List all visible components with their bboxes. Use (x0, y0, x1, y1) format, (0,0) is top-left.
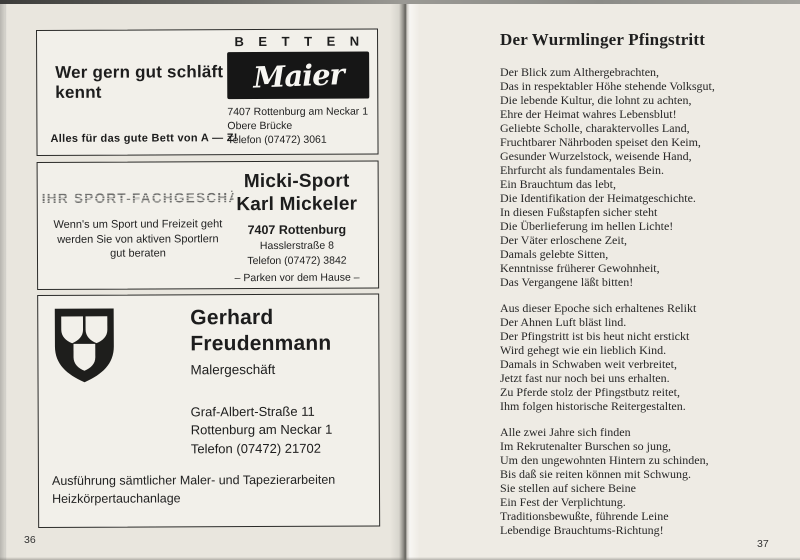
parking-note: – Parken vor dem Hause – (234, 271, 360, 284)
scan-edge-left (0, 0, 7, 560)
brand-word: B E T T E N (234, 33, 365, 50)
poem-line: Traditionsbewußte, führende Leine (500, 509, 669, 523)
poem-line: Die Überlieferung im hellen Lichte! (500, 219, 674, 233)
poem-title: Der Wurmlinger Pfingstritt (500, 30, 706, 49)
poem-line: Ehrfurcht als fundamentales Bein. (500, 163, 664, 177)
business-name-line2: Freudenmann (190, 331, 332, 356)
maier-script-text: Maier (252, 56, 345, 95)
maier-logo (227, 52, 369, 100)
advertisement-column (36, 29, 380, 528)
poem-line: Der Ahnen Luft bläst lind. (500, 315, 627, 329)
poem-line: Der Blick zum Althergebrachten, (500, 65, 660, 79)
poem-stanza-3 (500, 425, 715, 537)
poem-line: Bis daß sie reiten können mit Schwung. (500, 467, 691, 481)
poem-line: Damals in Schwaben weit verbreitet, (500, 357, 677, 371)
poem-line: Im Rekrutenalter Burschen so jung, (500, 439, 671, 453)
poem-line: Fruchtbarer Nährboden speiset den Keim, (500, 135, 701, 149)
poem-line: Sie stellen auf sichere Beine (500, 481, 636, 495)
address-block (191, 403, 333, 459)
micki-contact-block (214, 170, 380, 284)
poem-line: Das Vergangene läßt bitten! (500, 275, 634, 289)
maier-brand-block (227, 34, 372, 148)
poem-line: Alle zwei Jahre sich finden (500, 425, 631, 439)
poem-line: Um den ungewohnten Hintern zu schinden, (500, 453, 709, 467)
sport-body-line: Wenn's um Sport und Freizeit geht (53, 218, 223, 231)
poem-line: Ehre der Heimat wahres Lebensblut! (500, 107, 677, 121)
poem-line: Jetzt fast nur noch bei uns erhalten. (500, 371, 670, 385)
poem-line: Aus dieser Epoche sich erhaltenes Relikt (500, 301, 697, 315)
ad-tagline: Alles für das gute Bett von A — Z! (50, 132, 238, 145)
poem-line: Der Pfingstritt ist bis heut nicht erstickt (500, 329, 690, 343)
poem-line: Das in respektabler Höhe stehende Volksgut, (500, 79, 715, 93)
poem-body (500, 65, 715, 549)
painter-guild-shield-icon (52, 305, 116, 387)
address-line: Obere Brücke (227, 120, 293, 133)
poem-line: Zu Pferde stolz der Pfingstbutz reitet, (500, 385, 680, 399)
address-line: Rottenburg am Neckar 1 (190, 422, 333, 438)
poem-stanza-2 (500, 301, 715, 413)
address-line: Telefon (07472) 3842 (247, 254, 347, 267)
sport-headline: IHR SPORT-FACHGESCHÄFT (41, 190, 259, 206)
business-name-line2: Karl Mickeler (236, 193, 358, 216)
address-line: Hasslerstraße 8 (259, 240, 335, 253)
poem-line: Kenntnisse früherer Gewohnheit, (500, 261, 660, 275)
business-name (214, 170, 380, 217)
ad-betten-maier (36, 29, 379, 156)
services-line: Heizkörpertauchanlage (52, 491, 181, 507)
poem-line: Geliebte Scholle, charaktervolles Land, (500, 121, 690, 135)
page-number-right: 37 (757, 538, 769, 550)
sport-text-block (41, 190, 259, 261)
book-gutter (390, 0, 420, 560)
poem-line: Lebendige Brauchtums-Richtung! (500, 523, 664, 537)
sport-body (42, 217, 234, 261)
city-line: 7407 Rottenburg (247, 222, 347, 238)
ad-headline: Wer gern gut schläft kennt (55, 62, 224, 102)
poem-line: Die lebende Kultur, die lohnt zu achten, (500, 93, 692, 107)
services-line: Ausführung sämtlicher Maler- und Tapezierarbeiten (51, 472, 336, 488)
sport-body-line: gut beraten (110, 247, 166, 260)
poem-stanza-1 (500, 65, 715, 289)
poem-line: In diesen Fußstapfen sicher steht (500, 205, 658, 219)
poem-line: Gesunder Wurzelstock, weisende Hand, (500, 149, 692, 163)
scan-edge-top (0, 0, 800, 4)
address-line: Telefon (07472) 3061 (227, 134, 327, 147)
poem-line: Damals gelebte Sitten, (500, 247, 609, 261)
sport-body-line: werden Sie von aktiven Sportlern (57, 232, 219, 246)
address-block (214, 239, 380, 268)
poem-line: Ein Brauchtum das lebt, (500, 177, 616, 191)
business-name-line1: Gerhard (190, 305, 274, 330)
poem-line: Wird gehegt wie ein lieblich Kind. (500, 343, 667, 357)
address-line: 7407 Rottenburg am Neckar 1 (227, 105, 369, 119)
poem-line: Ihm folgen historische Reitergestalten. (500, 399, 686, 413)
business-subtitle: Malergeschäft (190, 361, 276, 378)
ad-freudenmann (37, 294, 380, 528)
ad-micki-sport (37, 161, 380, 290)
page-number-left: 36 (24, 534, 36, 546)
business-name (190, 305, 331, 358)
address-line: Telefon (07472) 21702 (190, 440, 321, 457)
page-left (6, 3, 405, 560)
business-name-line1: Micki-Sport (243, 170, 350, 193)
address-block (227, 105, 372, 148)
address-line: Graf-Albert-Straße 11 (190, 403, 315, 420)
services-footer (52, 471, 335, 508)
poem-line: Die Identifikation der Heimatgeschichte. (500, 191, 696, 205)
poem-line: Der Väter erloschene Zeit, (500, 233, 628, 247)
poem-line: Ein Fest der Verplichtung. (500, 495, 626, 509)
